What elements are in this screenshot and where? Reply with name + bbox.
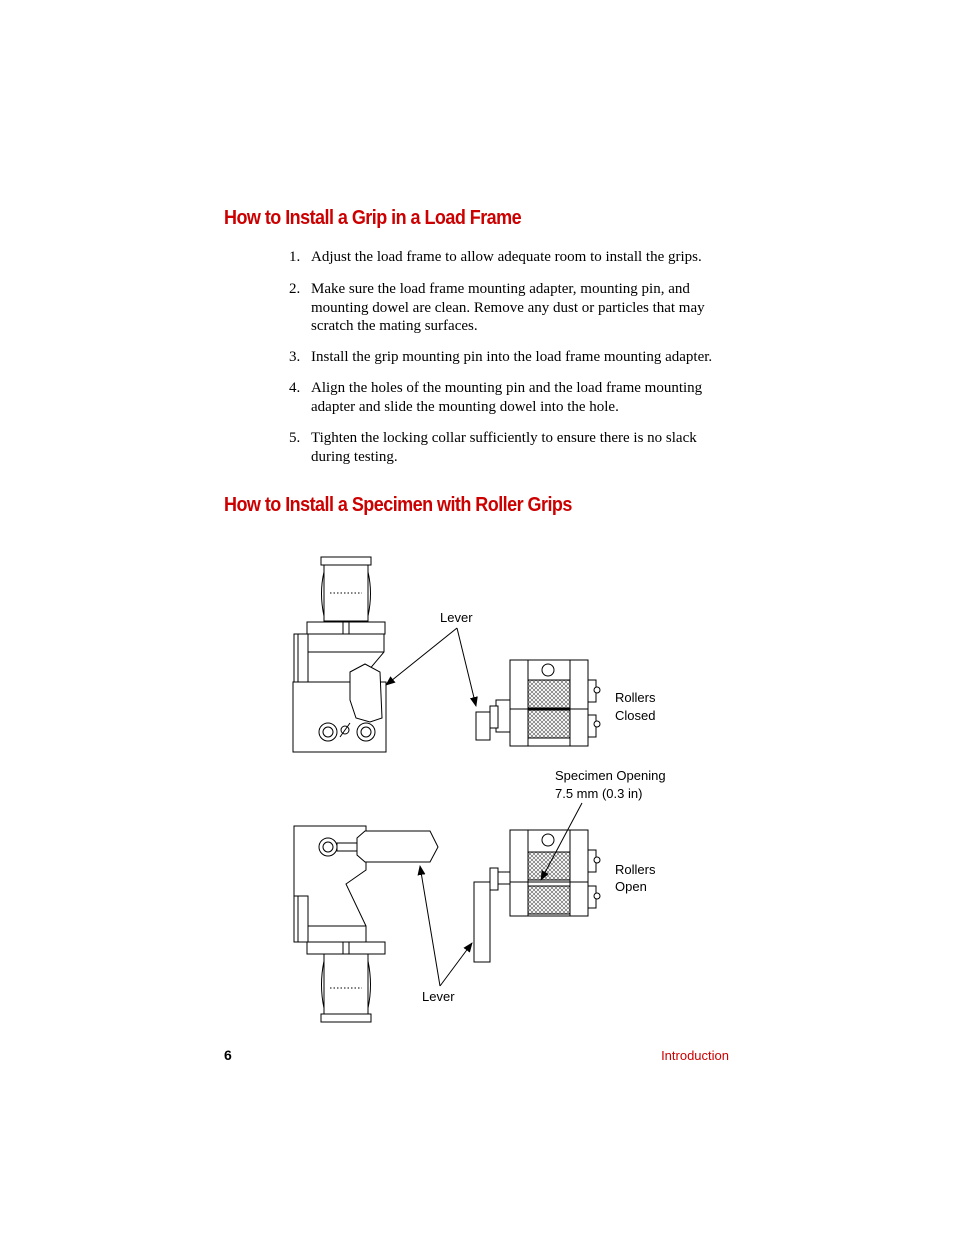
label-rollers-closed-1: Rollers <box>615 690 656 705</box>
label-rollers-open-1: Rollers <box>615 862 656 877</box>
step-number: 5. <box>289 430 301 446</box>
grip-open-side-view <box>294 826 438 1022</box>
step-number: 3. <box>289 349 301 365</box>
step-text: Align the holes of the mounting pin and the load frame mounting adapter and slide the mounting dowel into the hole. <box>311 380 703 415</box>
step-text: Install the grip mounting pin into the load frame mounting adapter. <box>311 349 713 365</box>
label-rollers-open-2: Open <box>615 879 647 894</box>
label-lever-bottom: Lever <box>422 989 455 1004</box>
step-text: Tighten the locking collar sufficiently to ensure there is no slack during testing. <box>311 430 697 465</box>
step-text: Make sure the load frame mounting adapter, mounting pin, and mounting dowel are clean. Remove any dust or particles that may scratch the mating surfaces. <box>311 281 705 334</box>
step-number: 4. <box>289 380 301 396</box>
heading-install-grip: How to Install a Grip in a Load Frame <box>224 207 522 229</box>
label-lever-top: Lever <box>440 610 473 625</box>
label-rollers-closed-2: Closed <box>615 708 656 723</box>
step-number: 2. <box>289 281 301 297</box>
step-number: 1. <box>289 249 301 265</box>
grip-closed-front-view <box>476 660 600 746</box>
label-specimen-opening-1: Specimen Opening <box>555 768 666 783</box>
grip-closed-side-view <box>293 557 386 752</box>
label-specimen-opening-2: 7.5 mm (0.3 in) <box>555 786 643 801</box>
page-number: 6 <box>224 1047 232 1063</box>
footer-section-name: Introduction <box>661 1048 729 1063</box>
heading-install-specimen: How to Install a Specimen with Roller Grips <box>224 494 572 516</box>
step-text: Adjust the load frame to allow adequate room to install the grips. <box>311 249 702 265</box>
grip-open-front-view <box>474 830 600 962</box>
